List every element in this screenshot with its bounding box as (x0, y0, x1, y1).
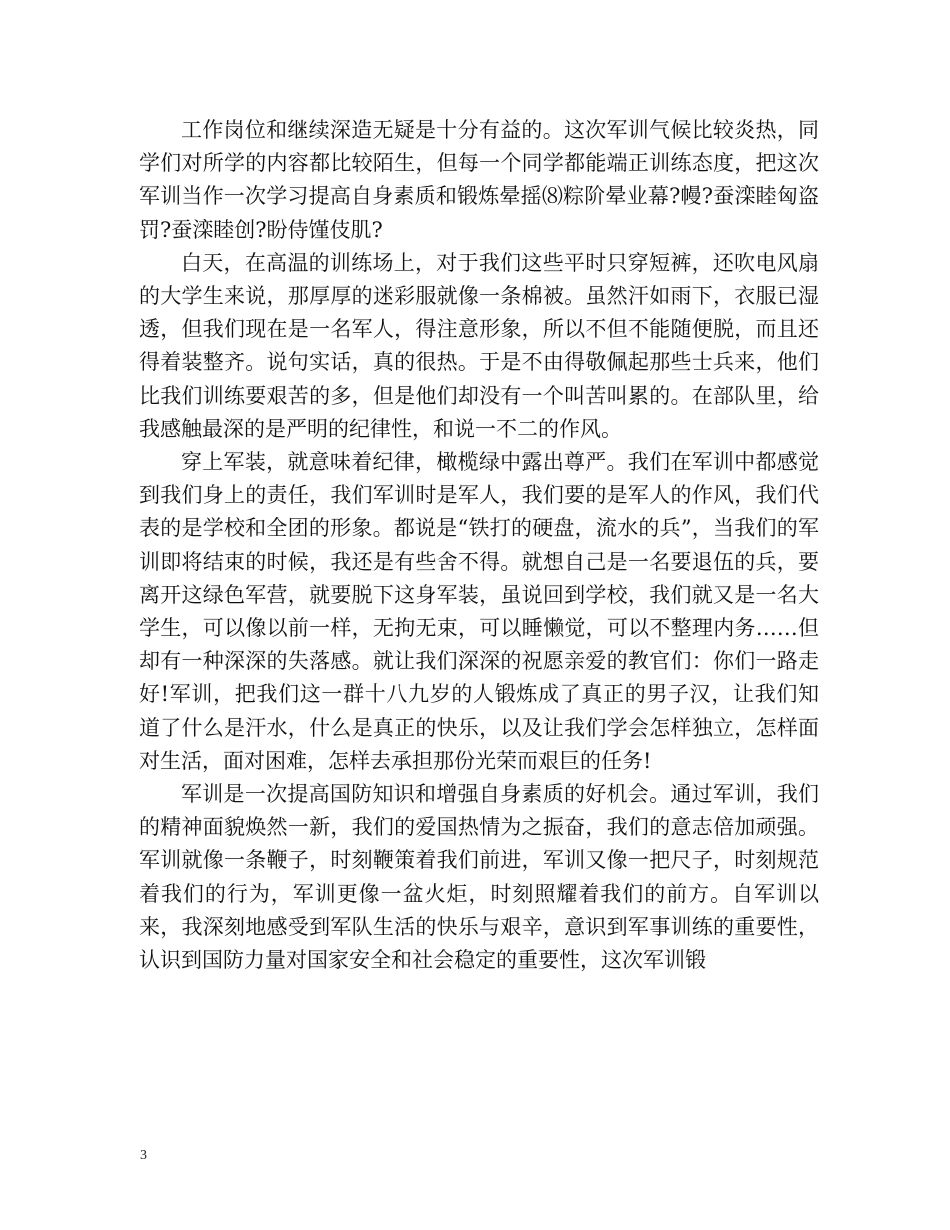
paragraph-3: 穿上军装，就意味着纪律，橄榄绿中露出尊严。我们在军训中都感觉到我们身上的责任，我们军训时是军人，我们要的是军人的作风，我们代表的是学校和全团的形象。都说是“铁打的硬盘，流水的兵”，当我们的军训即将结束的时候，我还是有些舍不得。就想自己是一名要退伍的兵，要离开这绿色军营，就要脱下这身军装，虽说回到学校，我们就又是一名大学生，可以像以前一样，无拘无束，可以睡懒觉，可以不整理内务……但却有一种深深的失落感。就让我们深深的祝愿亲爱的教官们：你们一路走好!军训，把我们这一群十八九岁的人锻炼成了真正的男子汉，让我们知道了什么是汗水，什么是真正的快乐，以及让我们学会怎样独立，怎样面对生活，面对困难，怎样去承担那份光荣而艰巨的任务! (139, 450, 819, 773)
paragraph-4: 军训是一次提高国防知识和增强自身素质的好机会。通过军训，我们的精神面貌焕然一新，我们的爱国热情为之振奋，我们的意志倍加顽强。军训就像一条鞭子，时刻鞭策着我们前进，军训又像一把尺子，时刻规范着我们的行为，军训更像一盆火炬，时刻照耀着我们的前方。自军训以来，我深刻地感受到军队生活的快乐与艰辛，意识到军事训练的重要性，认识到国防力量对国家安全和社会稳定的重要性，这次军训锻 (139, 782, 819, 973)
document-body (139, 114, 819, 977)
paragraph-2: 白天，在高温的训练场上，对于我们这些平时只穿短裤，还吹电风扇的大学生来说，那厚厚的迷彩服就像一条棉被。虽然汗如雨下，衣服已湿透，但我们现在是一名军人，得注意形象，所以不但不能随便脱，而且还得着装整齐。说句实话，真的很热。于是不由得敬佩起那些士兵来，他们比我们训练要艰苦的多，但是他们却没有一个叫苦叫累的。在部队里，给我感触最深的是严明的纪律性，和说一不二的作风。 (139, 250, 819, 441)
paragraph-1: 工作岗位和继续深造无疑是十分有益的。这次军训气候比较炎热，同学们对所学的内容都比较陌生，但每一个同学都能端正训练态度，把这次军训当作一次学习提高自身素质和锻炼晕摇⑻粽阶晕业幕?幔?蚕滦睦匈盗罚?蚕滦睦创?盼侍馑伎肌? (139, 118, 819, 242)
page-number: 3 (140, 1148, 147, 1163)
